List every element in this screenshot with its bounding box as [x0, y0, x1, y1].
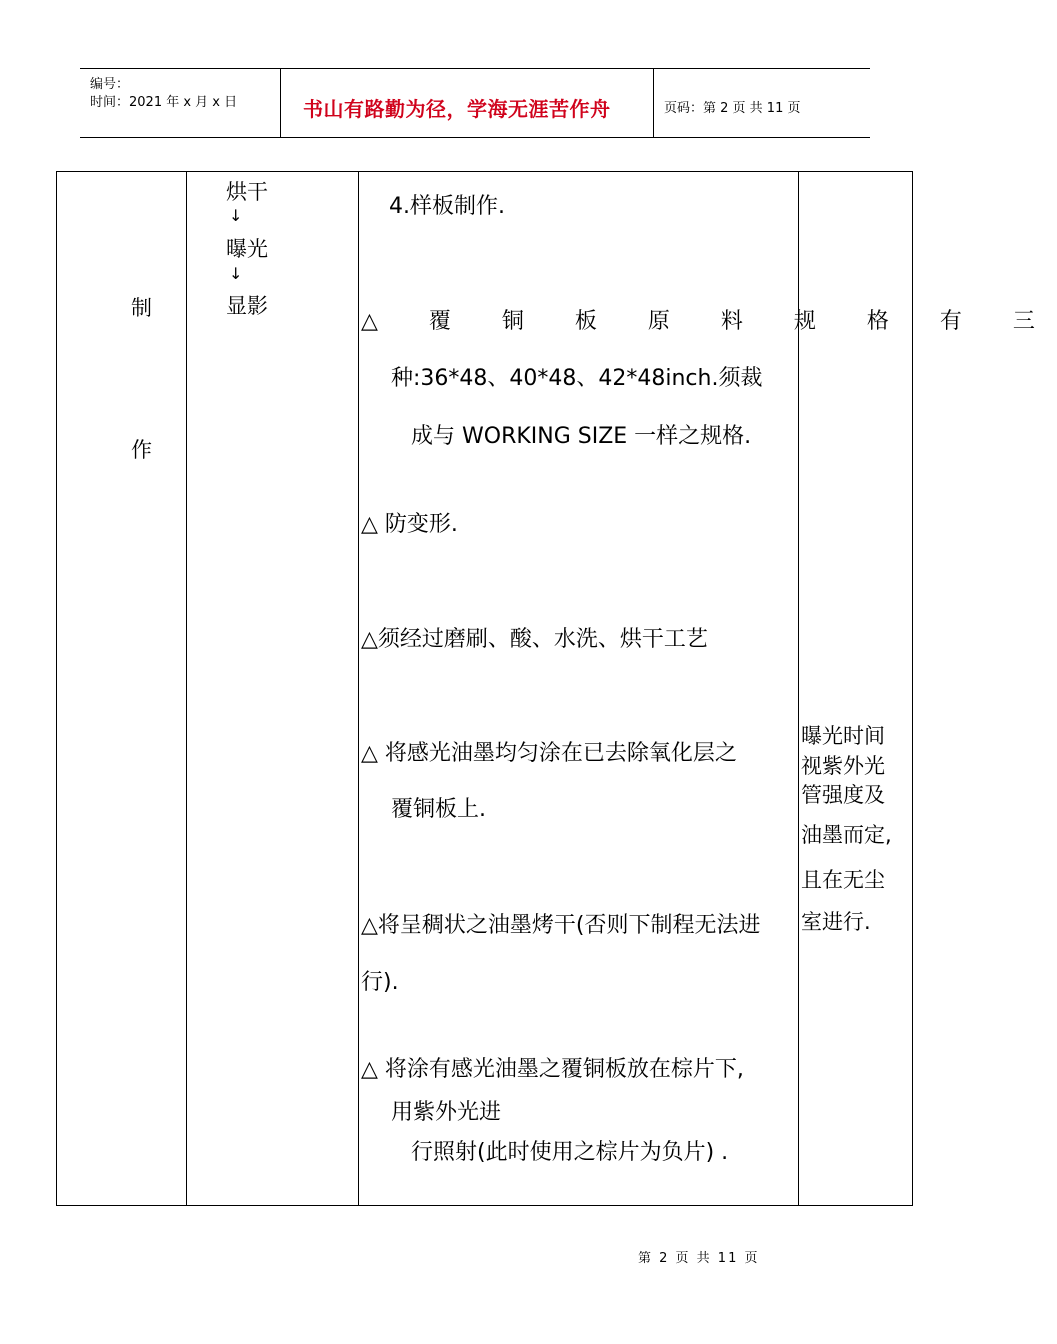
content-line: △将呈稠状之油墨烤干(否则下制程无法进 — [361, 913, 761, 938]
content-line: 行). — [361, 970, 399, 995]
column-divider — [358, 172, 359, 1205]
header-info-cell — [80, 69, 281, 137]
page-footer: 第 2 页 共 11 页 — [638, 1251, 760, 1266]
note-line: 管强度及 — [801, 783, 885, 807]
column-divider — [186, 172, 187, 1205]
content-line: △须经过磨刷、酸、水洗、烘干工艺 — [361, 627, 708, 652]
note-line: 视紫外光 — [801, 754, 885, 778]
note-line: 且在无尘 — [801, 868, 885, 892]
content-title: 4.样板制作. — [389, 194, 505, 219]
down-arrow-icon: ↓ — [229, 264, 243, 283]
content-line: △ 将感光油墨均匀涂在已去除氧化层之 — [361, 741, 737, 766]
content-line: △ 覆 铜 板 原 料 规 格 有 三 — [361, 309, 1057, 334]
date-line: 时间：2021 年 x 月 x 日 — [90, 95, 238, 110]
section-char: 制 — [131, 296, 152, 320]
number-label: 编号： — [90, 77, 130, 92]
note-line: 油墨而定, — [801, 823, 892, 847]
note-line: 曝光时间 — [801, 724, 885, 748]
content-line: △ 将涂有感光油墨之覆铜板放在棕片下, — [361, 1057, 744, 1082]
step-label: 显影 — [226, 294, 268, 318]
content-line: 种:36*48、40*48、42*48inch.须裁 — [391, 366, 763, 391]
content-line: 行照射(此时使用之棕片为负片) . — [411, 1140, 729, 1165]
page-header — [80, 68, 870, 138]
motto-text: 书山有路勤为径，学海无涯苦作舟 — [303, 97, 611, 121]
content-line: △ 防变形. — [361, 512, 458, 537]
step-label: 曝光 — [226, 237, 268, 261]
step-label: 烘干 — [226, 180, 268, 204]
content-line: 用紫外光进 — [391, 1100, 502, 1125]
content-line: 覆铜板上. — [391, 797, 486, 822]
content-line: 成与 WORKING SIZE 一样之规格. — [411, 424, 752, 449]
process-table — [56, 171, 1057, 1206]
page-info: 页码：第 2 页 共 11 页 — [664, 101, 801, 116]
section-char: 作 — [131, 438, 152, 462]
down-arrow-icon: ↓ — [229, 206, 243, 225]
header-page-cell — [654, 69, 870, 137]
note-line: 室进行. — [801, 910, 871, 934]
header-motto-cell — [281, 69, 654, 137]
